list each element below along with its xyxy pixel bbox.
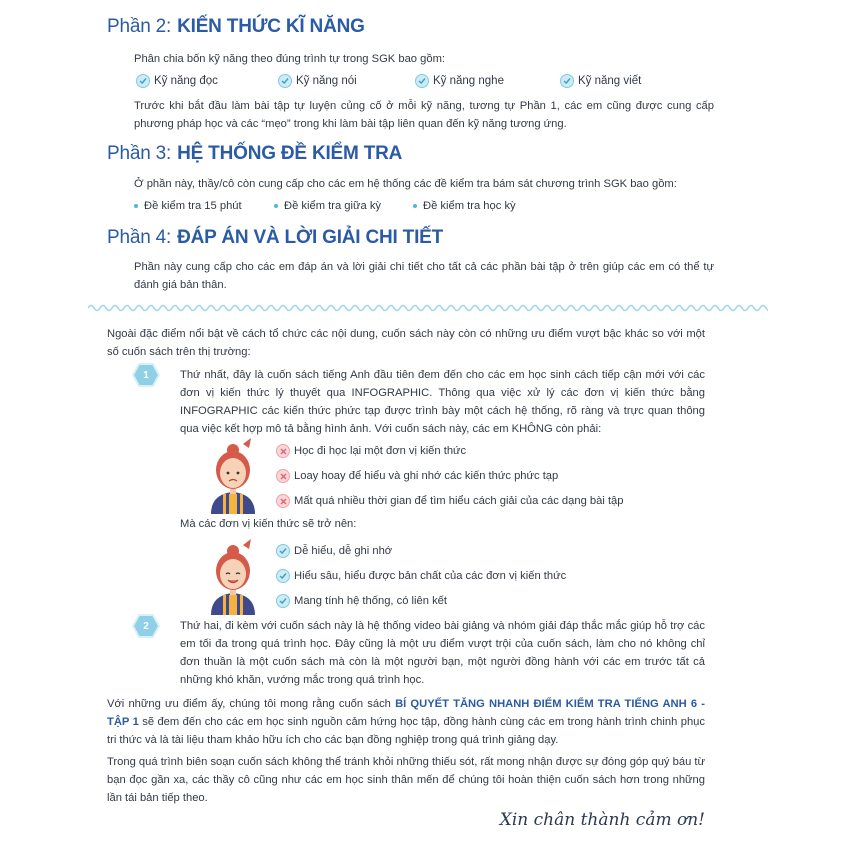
check-icon bbox=[415, 74, 429, 88]
part2-heading bbox=[107, 16, 365, 38]
check-icon bbox=[276, 594, 290, 608]
number-badge-1 bbox=[132, 363, 160, 387]
closing1-after: sẽ đem đến cho các em học sinh nguồn cảm hứng học tập, đồng hành cùng các em trong hành trình chinh phục tri thức và là tài liệu tham khảo hữu ích cho các bạn đồng nghiệp trong quá trình giảng dạy. bbox=[107, 716, 705, 746]
cross-icon bbox=[276, 444, 290, 458]
positive-item bbox=[276, 594, 447, 608]
girl-sad-illustration bbox=[203, 436, 263, 514]
skill-label: Kỹ năng viết bbox=[578, 75, 642, 87]
bullet-icon bbox=[274, 204, 278, 208]
negative-item bbox=[276, 469, 558, 483]
check-icon bbox=[278, 74, 292, 88]
features-intro: Ngoài đặc điểm nổi bật về cách tổ chức các nội dung, cuốn sách này còn có những ưu điểm vượt bậc khác so với một số cuốn sách trên thị trường: bbox=[107, 328, 705, 358]
signature: Xin chân thành cảm ơn! bbox=[499, 810, 705, 830]
positive-item bbox=[276, 569, 566, 583]
skill-item bbox=[415, 74, 504, 88]
negative-item bbox=[276, 494, 624, 508]
part4-label: Phần 4: bbox=[107, 227, 172, 248]
positive-label: Mang tính hệ thống, có liên kết bbox=[294, 595, 447, 607]
part4-heading bbox=[107, 227, 443, 249]
test-item bbox=[413, 200, 516, 212]
negative-label: Mất quá nhiều thời gian để tìm hiểu cách giải của các dạng bài tập bbox=[294, 495, 624, 507]
wave-divider bbox=[88, 302, 768, 314]
number-label: 2 bbox=[143, 620, 149, 632]
check-icon bbox=[560, 74, 574, 88]
test-item bbox=[134, 200, 242, 212]
positive-item bbox=[276, 544, 392, 558]
point1-text: Thứ nhất, đây là cuốn sách tiếng Anh đầu tiên đem đến cho các em học sinh cách tiếp cận mới với các đơn vị kiến thức lý thuyết qua INFOGRAPHIC. Thông qua việc xử lý các đơn vị kiến thức bằng INFOGRAPHIC các kiến thức phức tạp được trình bày một cách hệ thống, rõ ràng và trực quan thông qua việc kết hợp mô tả bằng hình ảnh. Với cuốn sách này, các em KHÔNG còn phải: bbox=[180, 369, 705, 435]
bullet-icon bbox=[134, 204, 138, 208]
skill-label: Kỹ năng đọc bbox=[154, 75, 218, 87]
cross-icon bbox=[276, 494, 290, 508]
negative-label: Học đi học lại một đơn vị kiến thức bbox=[294, 445, 467, 457]
positive-label: Dễ hiểu, dễ ghi nhớ bbox=[294, 545, 393, 557]
closing-paragraph-1 bbox=[107, 695, 705, 749]
book-title: BÍ QUYẾT TĂNG NHANH ĐIỂM KIỂM TRA TIẾNG ANH 6 - TẬP 1 bbox=[107, 698, 705, 728]
check-icon bbox=[136, 74, 150, 88]
part3-intro: Ở phần này, thầy/cô còn cung cấp cho các em hệ thống các đề kiểm tra bám sát chương trình SGK bao gồm: bbox=[134, 178, 677, 190]
negative-item bbox=[276, 444, 466, 458]
test-item bbox=[274, 200, 381, 212]
bullet-icon bbox=[413, 204, 417, 208]
part4-desc: Phần này cung cấp cho các em đáp án và lời giải chi tiết cho tất cả các phần bài tập ở trên giúp các em có thể tự đánh giá bản thân. bbox=[134, 261, 714, 291]
number-label: 1 bbox=[143, 369, 149, 381]
cross-icon bbox=[276, 469, 290, 483]
positive-label: Hiểu sâu, hiểu được bản chất của các đơn vị kiến thức bbox=[294, 570, 567, 582]
negative-label: Loay hoay để hiểu và ghi nhớ các kiến thức phức tạp bbox=[294, 470, 559, 482]
part2-intro: Phân chia bốn kỹ năng theo đúng trình tự trong SGK bao gồm: bbox=[134, 53, 445, 65]
part2-title: KIẾN THỨC KĨ NĂNG bbox=[177, 16, 365, 37]
skill-item bbox=[560, 74, 641, 88]
girl-happy-illustration bbox=[203, 537, 263, 615]
check-icon bbox=[276, 569, 290, 583]
closing1-before: Với những ưu điểm ấy, chúng tôi mong rằng cuốn sách bbox=[107, 698, 396, 710]
test-label: Đề kiểm tra giữa kỳ bbox=[284, 200, 382, 212]
part3-label: Phần 3: bbox=[107, 143, 172, 164]
test-label: Đề kiểm tra học kỳ bbox=[423, 200, 516, 212]
skill-item bbox=[278, 74, 357, 88]
transition-text: Mà các đơn vị kiến thức sẽ trở nên: bbox=[180, 518, 357, 530]
test-label: Đề kiểm tra 15 phút bbox=[144, 200, 242, 212]
part4-title: ĐÁP ÁN VÀ LỜI GIẢI CHI TIẾT bbox=[177, 227, 444, 248]
part3-title: HỆ THỐNG ĐỀ KIỂM TRA bbox=[177, 143, 403, 164]
closing-paragraph-2: Trong quá trình biên soạn cuốn sách không thể tránh khỏi những thiếu sót, rất mong nhận được sự đóng góp quý báu từ bạn đọc gần xa, các thầy cô cũng như các em học sinh thân mến để chúng tôi hoàn thiện cuốn sách hơn trong những lần tái bản tiếp theo. bbox=[107, 756, 705, 804]
part3-heading bbox=[107, 143, 402, 165]
point2-text: Thứ hai, đi kèm với cuốn sách này là hệ thống video bài giảng và nhóm giải đáp thắc mắc giúp hỗ trợ các em tối đa trong quá trình học. Đây cũng là một ưu điểm vượt trội của cuốn sách, làm cho nó không chỉ đơn thuần là một cuốn sách mà còn là một người bạn, một người đồng hành với các em trước tất cả những khó khăn, vướng mắc trong quá trình học. bbox=[180, 620, 705, 686]
part2-desc: Trước khi bắt đầu làm bài tập tự luyện củng cố ở mỗi kỹ năng, tương tự Phần 1, các em cũng được cung cấp phương pháp học và các “mẹo” trong khi làm bài tập liên quan đến kỹ năng tương ứng. bbox=[134, 100, 714, 130]
part2-label: Phần 2: bbox=[107, 16, 172, 37]
skill-label: Kỹ năng nghe bbox=[433, 75, 504, 87]
skill-label: Kỹ năng nói bbox=[296, 75, 357, 87]
number-badge-2 bbox=[132, 614, 160, 638]
check-icon bbox=[276, 544, 290, 558]
skill-item bbox=[136, 74, 218, 88]
